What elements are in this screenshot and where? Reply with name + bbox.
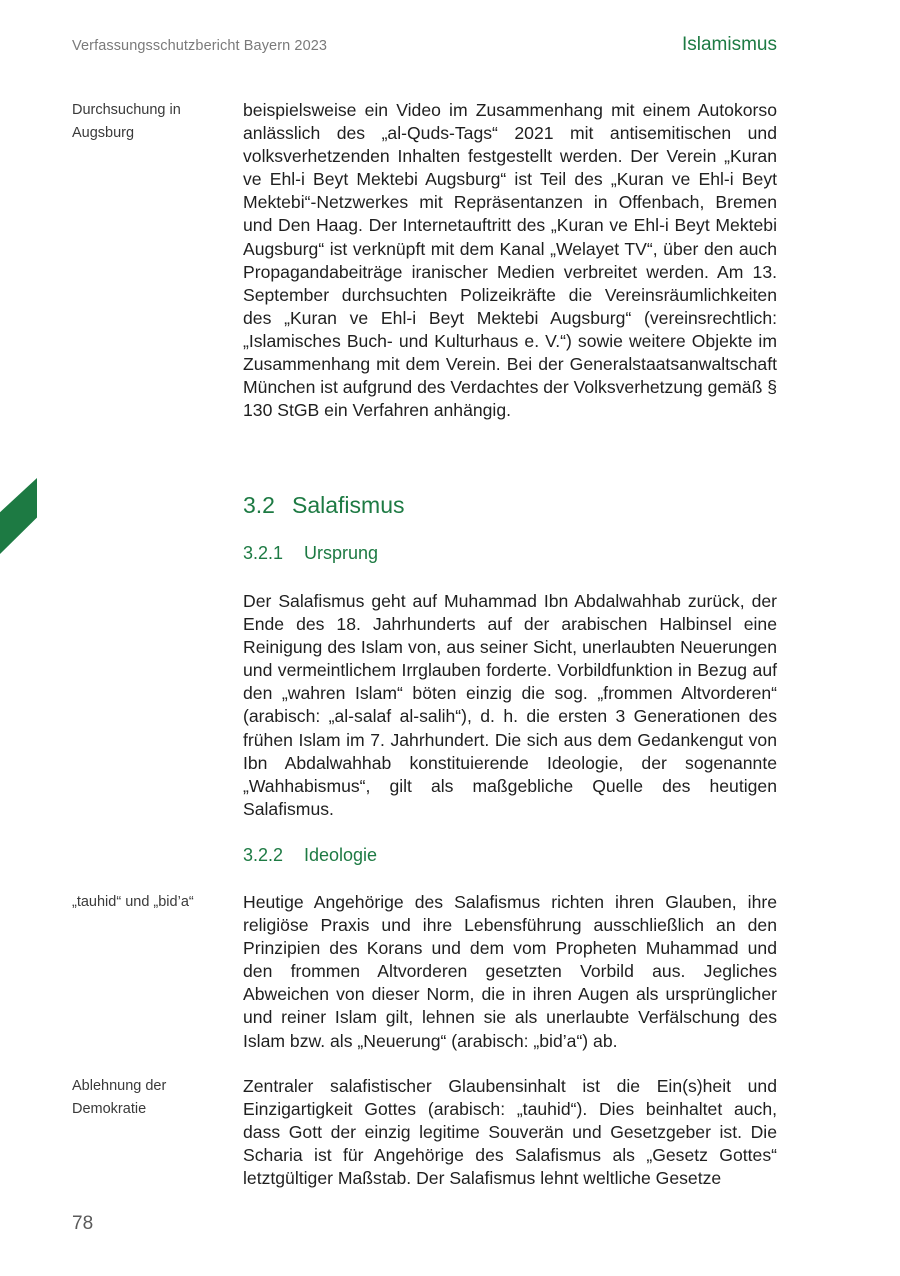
heading-3-2-2 xyxy=(243,845,377,866)
heading-number: 3.2 xyxy=(243,492,275,518)
paragraph-demokratie: Zentraler salafistischer Glaubensinhalt ist die Ein(s)heit und Einzigartigkeit Gottes (arabisch: „tauhid“). Dies beinhaltet auch, dass Gott der einzig legitime Souverän und Gesetzgeber ist. Die Scharia ist für Angehörige des Salafismus als „Gesetz Gottes“ letztgültiger Maßstab. Der Salafismus lehnt weltliche Gesetze xyxy=(243,1076,777,1189)
heading-title: Ideologie xyxy=(304,845,378,865)
running-header-title: Verfassungsschutzbericht Bayern 2023 xyxy=(72,38,328,54)
running-header-chapter: Islamismus xyxy=(681,34,777,55)
page-number: 78 xyxy=(72,1213,94,1234)
margin-note-durchsuchung: Durchsuchung in Augsburg xyxy=(72,102,181,141)
heading-3-2 xyxy=(243,492,404,519)
margin-note-demokratie: Ablehnung der Demokratie xyxy=(72,1078,167,1117)
chapter-tab-marker xyxy=(0,478,37,554)
heading-number: 3.2.1 xyxy=(243,543,284,563)
paragraph-durchsuchung: beispielsweise ein Video im Zusammenhang mit einem Autokorso anlässlich des „al-Quds-Tags“ 2021 mit antisemitischen und volksverhetzenden Inhalten festgestellt werden. Der Verein „Kuran ve Ehl-i Beyt Mektebi Augsburg“ ist Teil des „Kuran ve Ehl-i Beyt Mektebi“-Netzwerkes mit Repräsentanzen in Offenbach, Bremen und Den Haag. Der Internetauftritt des „Kuran ve Ehl-i Beyt Mektebi Augsburg“ ist verknüpft mit dem Kanal „Welayet TV“, über den auch Propagandabeiträge iranischer Medien verbreitet werden. Am 13. September durchsuchten Polizeikräfte die Vereinsräumlichkeiten des „Kuran ve Ehl-i Beyt Mektebi Augsburg“ (vereinsrechtlich: „Islamisches Buch- und Kulturhaus e. V.“) sowie weitere Objekte im Zusammenhang mit dem Verein. Bei der Generalstaatsanwaltschaft München ist aufgrund des Verdachtes der Volksverhetzung gemäß § 130 StGB ein Verfahren anhängig. xyxy=(243,100,777,421)
paragraph-ursprung: Der Salafismus geht auf Muhammad Ibn Abdalwahhab zurück, der Ende des 18. Jahrhunderts auf der arabischen Halbinsel eine Reinigung des Islam von, aus seiner Sicht, unerlaubten Neuerungen und vermeintlichem Irrglauben forderte. Vorbildfunktion in Bezug auf den „wahren Islam“ böten einzig die sog. „frommen Altvorderen“ (arabisch: „al-salaf al-salih“), d. h. die ersten 3 Generationen des frühen Islam im 7. Jahrhundert. Die sich aus dem Gedankengut von Ibn Abdalwahhab konstituierende Ideologie, der sogenannte „Wahhabismus“, gilt als maßgebliche Quelle des heutigen Salafismus. xyxy=(243,591,777,819)
heading-title: Salafismus xyxy=(292,492,405,518)
paragraph-ideologie: Heutige Angehörige des Salafismus richten ihren Glauben, ihre religiöse Praxis und ihre Lebensführung ausschließlich an den Prinzipien des Korans und dem vom Propheten Muhammad und den frommen Altvorderen gesetzten Vorbild aus. Jegliches Abweichen von dieser Norm, die in ihren Augen als ursprünglicher und reiner Islam gilt, lehnen sie als unerlaubte Verfälschung des Islam bzw. als „Neuerung“ (arabisch: „bid’a“) ab. xyxy=(243,892,777,1051)
heading-title: Ursprung xyxy=(304,543,379,563)
heading-3-2-1 xyxy=(243,543,378,564)
margin-note-tauhid-bida: „tauhid“ und „bid’a“ xyxy=(72,894,194,910)
heading-number: 3.2.2 xyxy=(243,845,284,865)
